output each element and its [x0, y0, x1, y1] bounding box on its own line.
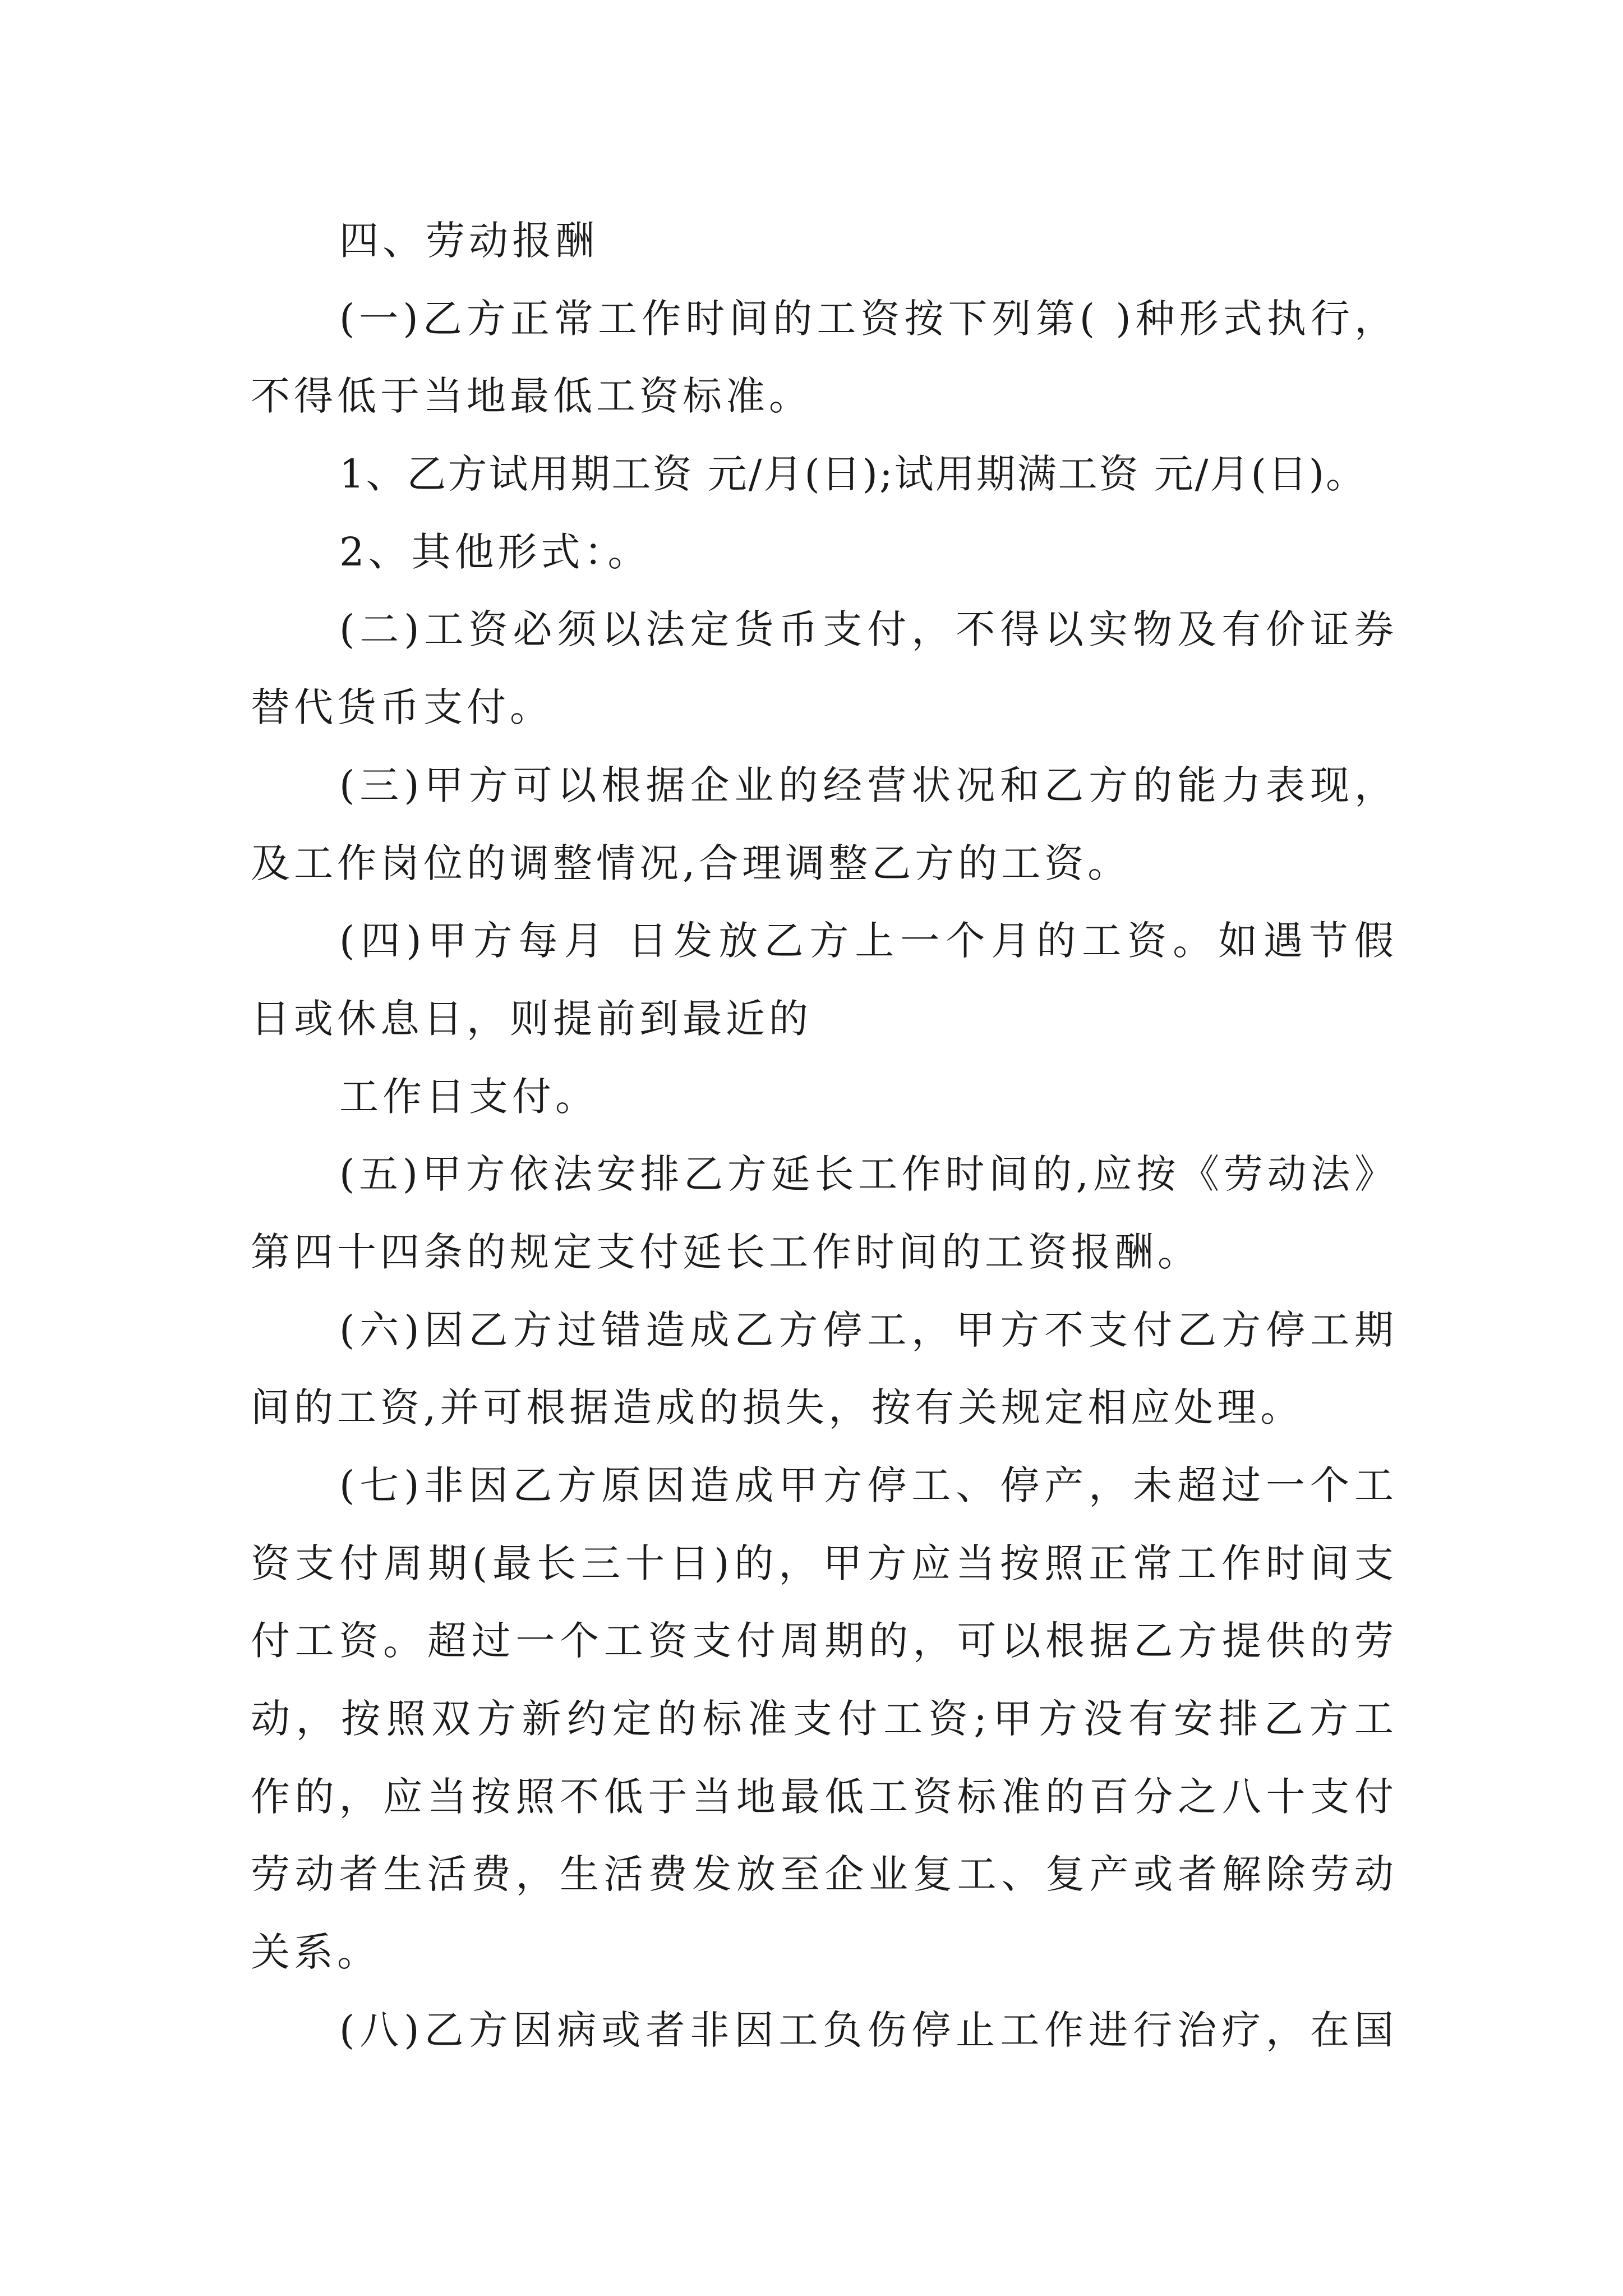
- text-line: 劳动者生活费，生活费发放至企业复工、复产或者解除劳动: [251, 1851, 1398, 1898]
- text-line: 作的，应当按照不低于当地最低工资标准的百分之八十支付: [251, 1773, 1398, 1820]
- section-heading: 四、劳动报酬: [339, 218, 598, 264]
- paragraph-9: [251, 1291, 1398, 1447]
- paragraph-11: [251, 1991, 1398, 2069]
- paragraph-4: [251, 591, 1398, 746]
- text-line: 不得低于当地最低工资标准。: [251, 373, 812, 420]
- text-line: 关系。: [251, 1929, 380, 1976]
- text-line: (五)甲方依法安排乙方延长工作时间的,应按《劳动法》: [339, 1151, 1398, 1198]
- text-line: 2、其他形式：。: [339, 528, 651, 575]
- text-line: 动，按照双方新约定的标准支付工资;甲方没有安排乙方工: [251, 1696, 1398, 1742]
- text-line: 付工资。超过一个工资支付周期的，可以根据乙方提供的劳: [251, 1618, 1398, 1664]
- text-line: 及工作岗位的调整情况,合理调整乙方的工资。: [251, 840, 1131, 886]
- text-line: 1、乙方试用期工资 元/月(日);试用期满工资 元/月(日)。: [339, 451, 1367, 498]
- paragraph-10: [251, 1447, 1398, 1991]
- paragraph-8: [251, 1135, 1398, 1291]
- paragraph-2: [251, 435, 1398, 513]
- text-line: 工作日支付。: [339, 1073, 598, 1120]
- paragraph-6: [251, 902, 1398, 1057]
- text-line: 第四十四条的规定支付延长工作时间的工资报酬。: [251, 1228, 1201, 1275]
- paragraph-5: [251, 747, 1398, 902]
- paragraph-3: [251, 513, 1398, 591]
- text-line: 资支付周期(最长三十日)的，甲方应当按照正常工作时间支: [251, 1540, 1398, 1586]
- text-line: 日或休息日，则提前到最近的: [251, 995, 812, 1042]
- text-line: (二)工资必须以法定货币支付，不得以实物及有价证券: [339, 606, 1398, 653]
- text-line: (六)因乙方过错造成乙方停工，甲方不支付乙方停工期: [339, 1306, 1398, 1353]
- text-line: (一)乙方正常工作时间的工资按下列第( )种形式执行，: [339, 295, 1398, 342]
- text-line: (四)甲方每月 日发放乙方上一个月的工资。如遇节假: [339, 918, 1398, 964]
- text-line: 替代货币支付。: [251, 684, 553, 731]
- text-line: (八)乙方因病或者非因工负伤停止工作进行治疗，在国: [339, 2007, 1398, 2053]
- document-body: [251, 202, 1398, 2069]
- text-line: (七)非因乙方原因造成甲方停工、停产，未超过一个工: [339, 1462, 1398, 1508]
- paragraph-1: [251, 280, 1398, 435]
- paragraph-7: [251, 1058, 1398, 1136]
- text-line: (三)甲方可以根据企业的经营状况和乙方的能力表现，: [339, 762, 1398, 808]
- text-line: 间的工资,并可根据造成的损失，按有关规定相应处理。: [251, 1384, 1304, 1431]
